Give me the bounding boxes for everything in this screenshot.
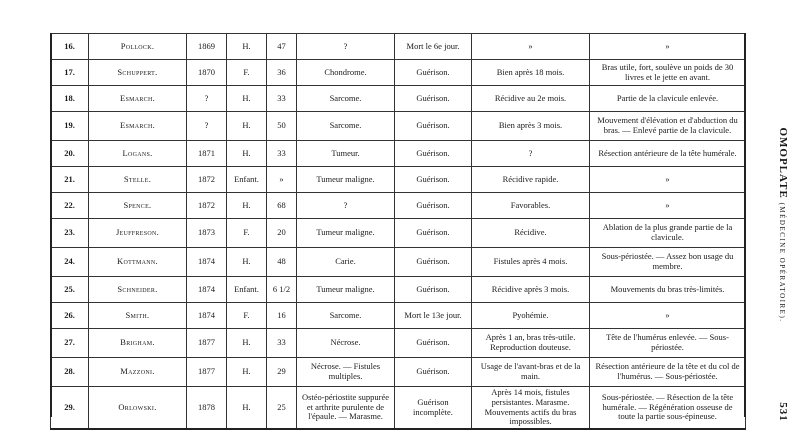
sex-cell: H. [227, 248, 267, 277]
table-row [51, 329, 746, 358]
function-cell: Résection antérieure de la tête humérale. [590, 141, 746, 167]
function-cell: Bras utile, fort, soulève un poids de 30 livres et le jette en avant. [590, 60, 746, 86]
surgeon-name: Schuppert. [89, 60, 187, 86]
age-cell: 25 [267, 387, 297, 430]
table-row [51, 193, 746, 219]
year-cell: ? [187, 112, 227, 141]
age-cell: 50 [267, 112, 297, 141]
sex-cell: H. [227, 86, 267, 112]
surgeon-name: Jeuffreson. [89, 219, 187, 248]
age-cell: 29 [267, 358, 297, 387]
outcome-cell: Bien après 18 mois. [472, 60, 590, 86]
case-number: 18. [51, 86, 89, 112]
diagnosis-cell: Tumeur maligne. [297, 277, 395, 303]
function-cell: Mouvements du bras très-limités. [590, 277, 746, 303]
surgeon-name: Brigham. [89, 329, 187, 358]
year-cell: 1871 [187, 141, 227, 167]
case-table [50, 33, 746, 430]
function-cell: Mouvement d'élévation et d'abduction du bras. — Enlevé partie de la clavicule. [590, 112, 746, 141]
result-cell: Mort le 6e jour. [395, 34, 472, 60]
year-cell: 1872 [187, 167, 227, 193]
function-cell: » [590, 34, 746, 60]
sex-cell: F. [227, 303, 267, 329]
surgeon-name: Smith. [89, 303, 187, 329]
result-cell: Mort le 13e jour. [395, 303, 472, 329]
sex-cell: Enfant. [227, 167, 267, 193]
result-cell: Guérison. [395, 193, 472, 219]
result-cell: Guérison. [395, 112, 472, 141]
table-row [51, 86, 746, 112]
function-cell: Partie de la clavicule enlevée. [590, 86, 746, 112]
sex-cell: H. [227, 141, 267, 167]
outcome-cell: Récidive. [472, 219, 590, 248]
surgeon-name: Esmarch. [89, 86, 187, 112]
outcome-cell: Pyohémie. [472, 303, 590, 329]
diagnosis-cell: ? [297, 193, 395, 219]
table-row [51, 277, 746, 303]
outcome-cell: Récidive rapide. [472, 167, 590, 193]
case-number: 29. [51, 387, 89, 430]
case-number: 24. [51, 248, 89, 277]
function-cell: Résection antérieure de la tête et du col de l'humérus. — Sous-périostée. [590, 358, 746, 387]
sex-cell: H. [227, 112, 267, 141]
result-cell: Guérison incomplète. [395, 387, 472, 430]
year-cell: 1873 [187, 219, 227, 248]
sex-cell: H. [227, 329, 267, 358]
result-cell: Guérison. [395, 358, 472, 387]
case-number: 20. [51, 141, 89, 167]
running-head-sub: (MÉDECINE OPÉRATOIRE). [778, 202, 786, 323]
running-head-main: OMOPLATE [777, 127, 789, 199]
diagnosis-cell: Nécrose. — Fistules multiples. [297, 358, 395, 387]
year-cell: 1870 [187, 60, 227, 86]
year-cell: 1874 [187, 303, 227, 329]
diagnosis-cell: Chondrome. [297, 60, 395, 86]
age-cell: 48 [267, 248, 297, 277]
result-cell: Guérison. [395, 248, 472, 277]
age-cell: 33 [267, 141, 297, 167]
case-number: 25. [51, 277, 89, 303]
result-cell: Guérison. [395, 60, 472, 86]
table-left-border [50, 33, 52, 417]
diagnosis-cell: Sarcome. [297, 86, 395, 112]
diagnosis-cell: Nécrose. [297, 329, 395, 358]
age-cell: 33 [267, 86, 297, 112]
table-row [51, 34, 746, 60]
surgeon-name: Pollock. [89, 34, 187, 60]
year-cell: 1869 [187, 34, 227, 60]
diagnosis-cell: Sarcome. [297, 303, 395, 329]
function-cell: Sous-périostée. — Résection de la tête humérale. — Régénération osseuse de toute la partie sous-épineuse. [590, 387, 746, 430]
age-cell: 68 [267, 193, 297, 219]
table-row [51, 60, 746, 86]
function-cell: Tête de l'humérus enlevée. — Sous-périostée. [590, 329, 746, 358]
case-number: 23. [51, 219, 89, 248]
diagnosis-cell: Tumeur maligne. [297, 219, 395, 248]
table-row [51, 219, 746, 248]
case-number: 22. [51, 193, 89, 219]
year-cell: 1878 [187, 387, 227, 430]
running-head [777, 127, 789, 322]
age-cell: 36 [267, 60, 297, 86]
outcome-cell: Bien après 3 mois. [472, 112, 590, 141]
outcome-cell: Après 1 an, bras très-utile. Reproduction douteuse. [472, 329, 590, 358]
surgeon-name: Spence. [89, 193, 187, 219]
case-table-body [51, 34, 746, 430]
age-cell: » [267, 167, 297, 193]
case-number: 19. [51, 112, 89, 141]
function-cell: Ablation de la plus grande partie de la clavicule. [590, 219, 746, 248]
year-cell: 1872 [187, 193, 227, 219]
function-cell: » [590, 193, 746, 219]
table-right-border [744, 33, 746, 417]
page-number: 531 [777, 402, 789, 422]
year-cell: 1874 [187, 277, 227, 303]
result-cell: Guérison. [395, 219, 472, 248]
sex-cell: H. [227, 387, 267, 430]
table-row [51, 112, 746, 141]
table-row [51, 303, 746, 329]
result-cell: Guérison. [395, 141, 472, 167]
age-cell: 47 [267, 34, 297, 60]
function-cell: Sous-périostée. — Assez bon usage du membre. [590, 248, 746, 277]
surgeon-name: Stelle. [89, 167, 187, 193]
outcome-cell: Récidive après 3 mois. [472, 277, 590, 303]
sex-cell: H. [227, 358, 267, 387]
sex-cell: H. [227, 193, 267, 219]
age-cell: 6 1/2 [267, 277, 297, 303]
outcome-cell: Favorables. [472, 193, 590, 219]
age-cell: 20 [267, 219, 297, 248]
case-number: 28. [51, 358, 89, 387]
result-cell: Guérison. [395, 167, 472, 193]
diagnosis-cell: Carie. [297, 248, 395, 277]
year-cell: ? [187, 86, 227, 112]
function-cell: » [590, 167, 746, 193]
result-cell: Guérison. [395, 86, 472, 112]
diagnosis-cell: Tumeur maligne. [297, 167, 395, 193]
result-cell: Guérison. [395, 329, 472, 358]
sex-cell: F. [227, 60, 267, 86]
function-cell: » [590, 303, 746, 329]
surgeon-name: Orlowski. [89, 387, 187, 430]
surgeon-name: Logans. [89, 141, 187, 167]
age-cell: 16 [267, 303, 297, 329]
surgeon-name: Kottmann. [89, 248, 187, 277]
result-cell: Guérison. [395, 277, 472, 303]
age-cell: 33 [267, 329, 297, 358]
year-cell: 1877 [187, 329, 227, 358]
year-cell: 1874 [187, 248, 227, 277]
case-number: 26. [51, 303, 89, 329]
surgeon-name: Esmarch. [89, 112, 187, 141]
sex-cell: Enfant. [227, 277, 267, 303]
case-number: 21. [51, 167, 89, 193]
table-row [51, 358, 746, 387]
outcome-cell: ? [472, 141, 590, 167]
table-row [51, 141, 746, 167]
sex-cell: F. [227, 219, 267, 248]
surgeon-name: Mazzoni. [89, 358, 187, 387]
case-number: 17. [51, 60, 89, 86]
diagnosis-cell: Ostéo-périostite suppurée et arthrite purulente de l'épaule. — Marasme. [297, 387, 395, 430]
outcome-cell: Fistules après 4 mois. [472, 248, 590, 277]
surgeon-name: Schneider. [89, 277, 187, 303]
diagnosis-cell: ? [297, 34, 395, 60]
table-row [51, 248, 746, 277]
outcome-cell: » [472, 34, 590, 60]
outcome-cell: Récidive au 2e mois. [472, 86, 590, 112]
case-number: 27. [51, 329, 89, 358]
outcome-cell: Après 14 mois, fistules persistantes. Marasme. Mouvements actifs du bras impossibles. [472, 387, 590, 430]
table-row [51, 167, 746, 193]
diagnosis-cell: Sarcome. [297, 112, 395, 141]
outcome-cell: Usage de l'avant-bras et de la main. [472, 358, 590, 387]
diagnosis-cell: Tumeur. [297, 141, 395, 167]
case-number: 16. [51, 34, 89, 60]
year-cell: 1877 [187, 358, 227, 387]
sex-cell: H. [227, 34, 267, 60]
table-row [51, 387, 746, 430]
